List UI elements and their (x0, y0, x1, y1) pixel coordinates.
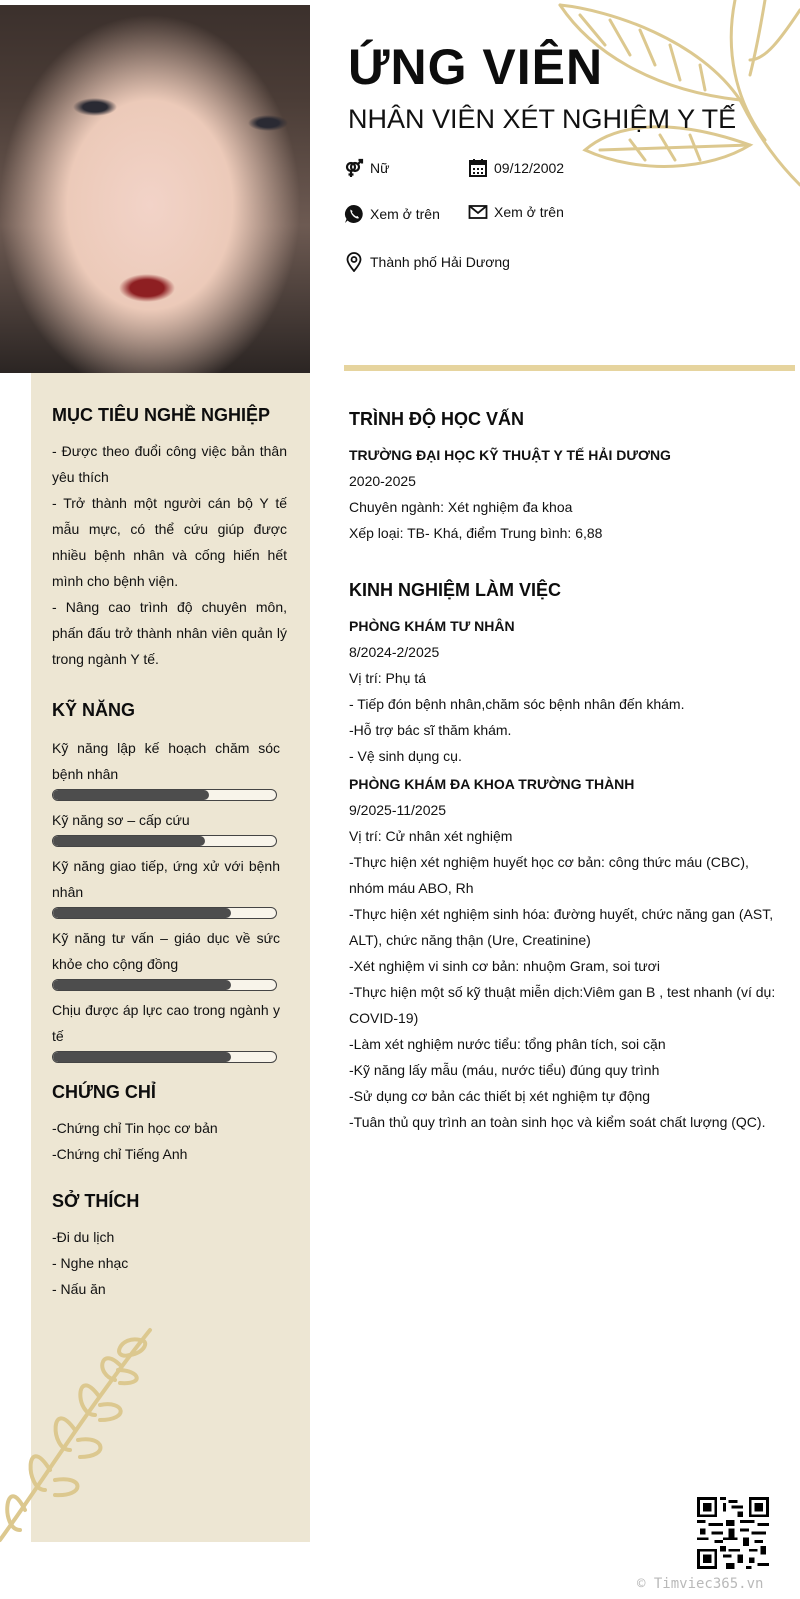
job-task: -Sử dụng cơ bản các thiết bị xét nghiệm tự động (349, 1088, 651, 1104)
skill-progress-fill (53, 1052, 231, 1062)
certificates-section (52, 1082, 287, 1167)
skill-label: Kỹ năng giao tiếp, ứng xử với bệnh nhân (52, 858, 280, 900)
experience-section (349, 580, 779, 1135)
skill-label: Kỹ năng lập kế hoạch chăm sóc bệnh nhân (52, 740, 280, 782)
skill-progress-bar (52, 1051, 277, 1063)
education-grade: Xếp loại: TB- Khá, điểm Trung bình: 6,88 (349, 525, 603, 541)
skill-progress-fill (53, 836, 205, 846)
job-task: -Làm xét nghiệm nước tiểu: tổng phân tích, soi cặn (349, 1036, 666, 1052)
hobby-item: - Nghe nhạc (52, 1255, 129, 1271)
whatsapp-phone-icon (344, 204, 364, 224)
hobby-item: -Đi du lịch (52, 1229, 115, 1245)
certificates-title: CHỨNG CHỈ (52, 1082, 156, 1102)
skill-label: Kỹ năng sơ – cấp cứu (52, 812, 190, 828)
job-role: Vị trí: Cử nhân xét nghiệm (349, 828, 513, 844)
objective-title: MỤC TIÊU NGHỀ NGHIỆP (52, 405, 271, 425)
hobbies-section (52, 1191, 287, 1302)
skill-progress-bar (52, 979, 277, 991)
job-company: PHÒNG KHÁM TƯ NHÂN (349, 618, 515, 634)
objective-line: - Nâng cao trình độ chuyên môn, phấn đấu trở thành nhân viên quản lý trong ngành Y tế. (52, 599, 287, 667)
calendar-icon (468, 158, 488, 178)
skill-progress-fill (53, 908, 231, 918)
skill-progress-bar (52, 907, 277, 919)
gender-icon (344, 158, 364, 178)
skill-label: Chịu được áp lực cao trong ngành y tế (52, 1002, 280, 1044)
skill-item (52, 925, 287, 991)
job-entry (349, 771, 779, 1135)
skill-progress-fill (53, 980, 231, 990)
skill-progress-bar (52, 835, 277, 847)
email-value: Xem ở trên (494, 204, 564, 220)
contact-email (468, 202, 564, 222)
contact-address (344, 252, 510, 272)
contact-birthday (468, 158, 564, 178)
job-task: -Tuân thủ quy trình an toàn sinh học và kiểm soát chất lượng (QC). (349, 1114, 766, 1130)
candidate-name: ỨNG VIÊN (348, 39, 604, 95)
skill-item (52, 997, 287, 1063)
objective-section (52, 405, 287, 672)
contact-phone (344, 204, 440, 224)
objective-line: - Trở thành một người cán bộ Y tế mẫu mực, có thể cứu giúp được nhiều bệnh nhân và cống hiến hết mình cho bệnh viện. (52, 495, 287, 589)
job-position: NHÂN VIÊN XÉT NGHIỆM Y TẾ (348, 104, 737, 134)
phone-value: Xem ở trên (370, 206, 440, 222)
education-major: Chuyên ngành: Xét nghiệm đa khoa (349, 499, 573, 515)
leaf-decoration-icon (550, 0, 800, 200)
address-value: Thành phố Hải Dương (370, 254, 510, 270)
job-period: 8/2024-2/2025 (349, 644, 440, 660)
gender-value: Nữ (370, 160, 390, 176)
job-task: - Vệ sinh dụng cụ. (349, 748, 462, 764)
education-section (349, 409, 779, 546)
watermark: © Timviec365.vn (637, 1576, 764, 1592)
job-role: Vị trí: Phụ tá (349, 670, 427, 686)
skill-progress-fill (53, 790, 209, 800)
skills-section (52, 700, 287, 1069)
job-task: -Kỹ năng lấy mẫu (máu, nước tiểu) đúng quy trình (349, 1062, 660, 1078)
school-name: TRƯỜNG ĐẠI HỌC KỸ THUẬT Y TẾ HẢI DƯƠNG (349, 447, 671, 463)
leaf-branch-icon (0, 1325, 160, 1545)
birthday-value: 09/12/2002 (494, 160, 565, 176)
contact-gender (344, 158, 389, 178)
job-task: -Thực hiện xét nghiệm huyết học cơ bản: công thức máu (CBC), nhóm máu ABO, Rh (349, 854, 749, 896)
skill-label: Kỹ năng tư vấn – giáo dục về sức khỏe cho cộng đồng (52, 930, 280, 972)
skill-item (52, 853, 287, 919)
skill-item (52, 807, 287, 847)
hobby-item: - Nấu ăn (52, 1281, 106, 1297)
header-divider (344, 365, 795, 371)
job-company: PHÒNG KHÁM ĐA KHOA TRƯỜNG THÀNH (349, 776, 635, 792)
job-task: - Tiếp đón bệnh nhân,chăm sóc bệnh nhân đến khám. (349, 696, 685, 712)
education-title: TRÌNH ĐỘ HỌC VẤN (349, 409, 524, 429)
job-task: -Thực hiện xét nghiệm sinh hóa: đường huyết, chức năng gan (AST, ALT), chức năng thận (Ure, Creatinine) (349, 906, 774, 948)
job-task: -Xét nghiệm vi sinh cơ bản: nhuộm Gram, soi tươi (349, 958, 660, 974)
certificate-item: -Chứng chỉ Tiếng Anh (52, 1146, 188, 1162)
job-task: -Hỗ trợ bác sĩ thăm khám. (349, 722, 512, 738)
job-entry (349, 613, 779, 769)
education-years: 2020-2025 (349, 473, 416, 489)
certificate-item: -Chứng chỉ Tin học cơ bản (52, 1120, 218, 1136)
candidate-photo (0, 5, 310, 373)
experience-title: KINH NGHIỆM LÀM VIỆC (349, 580, 562, 600)
envelope-icon (468, 202, 488, 222)
map-pin-icon (344, 252, 364, 272)
hobbies-title: SỞ THÍCH (52, 1191, 140, 1211)
skill-progress-bar (52, 789, 277, 801)
skill-item (52, 735, 287, 801)
job-task: -Thực hiện một số kỹ thuật miễn dịch:Viêm gan B , test nhanh (ví dụ: COVID-19) (349, 984, 776, 1026)
objective-line: - Được theo đuổi công việc bản thân yêu thích (52, 443, 287, 485)
job-period: 9/2025-11/2025 (349, 802, 447, 818)
skills-title: KỸ NĂNG (52, 700, 136, 720)
qr-code-icon (697, 1497, 769, 1569)
